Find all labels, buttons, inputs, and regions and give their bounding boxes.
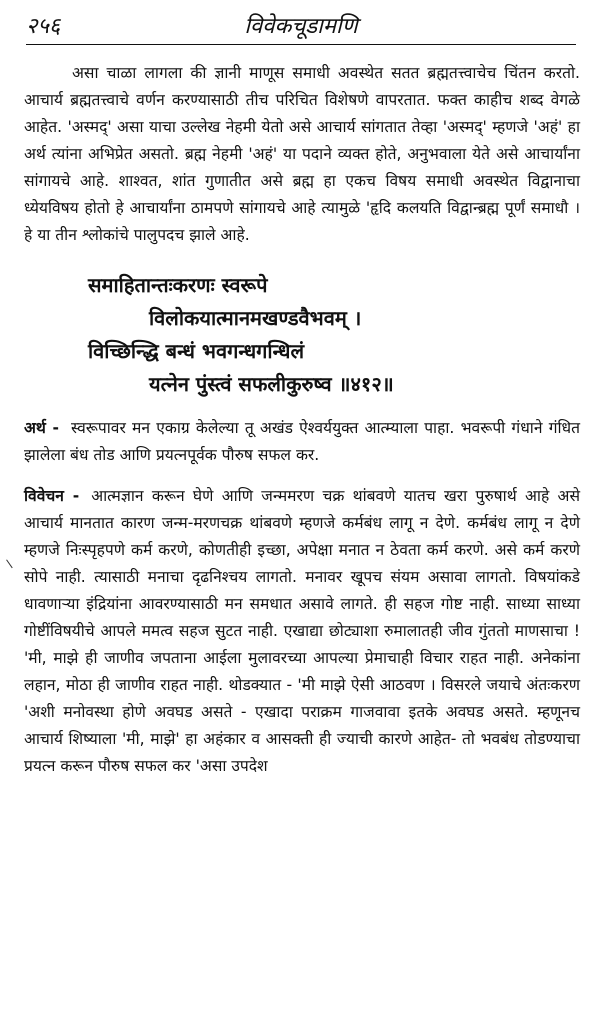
verse-line-1: समाहितान्तःकरणः स्वरूपे [88, 273, 268, 297]
sanskrit-verse [24, 269, 580, 401]
verse-line-3: विच्छिन्द्धि बन्धं भवगन्धगन्धिलं [88, 339, 305, 363]
verse-line-2: विलोकयात्मानमखण्डवैभवम् । [149, 306, 362, 330]
page-body [24, 60, 580, 780]
page-number: २५६ [26, 14, 61, 39]
page-header [26, 10, 576, 44]
meaning-label: अर्थ - [24, 419, 60, 437]
commentary-text: आत्मज्ञान करून घेणे आणि जन्ममरण चक्र थांबवणे यातच खरा पुरुषार्थ आहे असे आचार्य मानतात कारण जन्म-मरणचक्र थांबवणे म्हणजे कर्मबंध लागू न देणे. कर्मबंध लागू न देणे म्हणजे निःस्पृहपणे कर्म करणे, कोणतीही इच्छा, अपेक्षा मनात न ठेवता कर्म करणे. असे कर्म करणे सोपे नाही. त्यासाठी मनाचा दृढनिश्चय लागतो. मनावर खूपच संयम असावा लागतो. विषयांकडे धावणाऱ्या इंद्रियांना आवरण्यासाठी मन समधात असावे लागते. ही सहज गोष्ट नाही. साध्या साध्या गोष्टींविषयीचे आपले ममत्व सहज सुटत नाही. एखाद्या छोट्याशा रुमालातही जीव गुंततो माणसाचा ! 'मी, माझे ही जाणीव जपताना आईला मुलावरच्या आपल्या प्रेमाचाही विचार राहत नाही. अनेकांना लहान, मोठा ही जाणीव राहत नाही. थोडक्यात - 'मी माझे ऐसी आठवण । विसरले जयाचे अंतःकरण 'अशी मनोवस्था होणे अवघड असते - एखादा पराक्रम गाजवावा इतके अवघड असते. म्हणूनच आचार्य शिष्याला 'मी, माझे' हा अहंकार व आसक्ती ही ज्याची कारणे आहेत- तो भवबंध तोडण्याचा प्रयत्न करून पौरुष सफल कर 'असा उपदेश [24, 487, 580, 775]
verse-line-4: यत्नेन पुंस्त्वं सफलीकुरुष्व ॥४१२॥ [149, 372, 394, 396]
commentary-label: विवेचन - [24, 487, 80, 505]
header-rule [26, 44, 576, 45]
intro-paragraph: असा चाळा लागला की ज्ञानी माणूस समाधी अवस्थेत सतत ब्रह्मतत्त्वाचेच चिंतन करतो. आचार्य ब्रह्मतत्त्वाचे वर्णन करण्यासाठी तीच परिचित विशेषणे वापरतात. फक्त काहीच शब्द वेगळे आहेत. 'अस्मद्' असा याचा उल्लेख नेहमी येतो असे आचार्य सांगतात तेव्हा 'अस्मद्' म्हणजे 'अहं' हा अर्थ त्यांना अभिप्रेत असतो. ब्रह्म नेहमी 'अहं' या पदाने व्यक्त होते, अनुभवाला येते असे आचार्यांना सांगायचे आहे. शाश्वत, शांत गुणातीत असे ब्रह्म हा एकच विषय समाधी अवस्थेत विद्वानाचा ध्येयविषय होतो हे आचार्यांना ठामपणे सांगायचे आहे त्यामुळे 'हृदि कलयति विद्वान्ब्रह्म पूर्णं समाधौ । हे या तीन श्लोकांचे पालुपदच झाले आहे. [24, 64, 580, 244]
margin-pen-mark [6, 554, 21, 569]
running-title: विवेकचूडामणि [244, 14, 358, 39]
commentary-paragraph [24, 483, 580, 780]
meaning-paragraph [24, 415, 580, 469]
meaning-text: स्वरूपावर मन एकाग्र केलेल्या तू अखंड ऐश्वर्ययुक्त आत्म्याला पाहा. भवरूपी गंधाने गंधित झालेला बंध तोड आणि प्रयत्नपूर्वक पौरुष सफल कर. [24, 419, 580, 464]
